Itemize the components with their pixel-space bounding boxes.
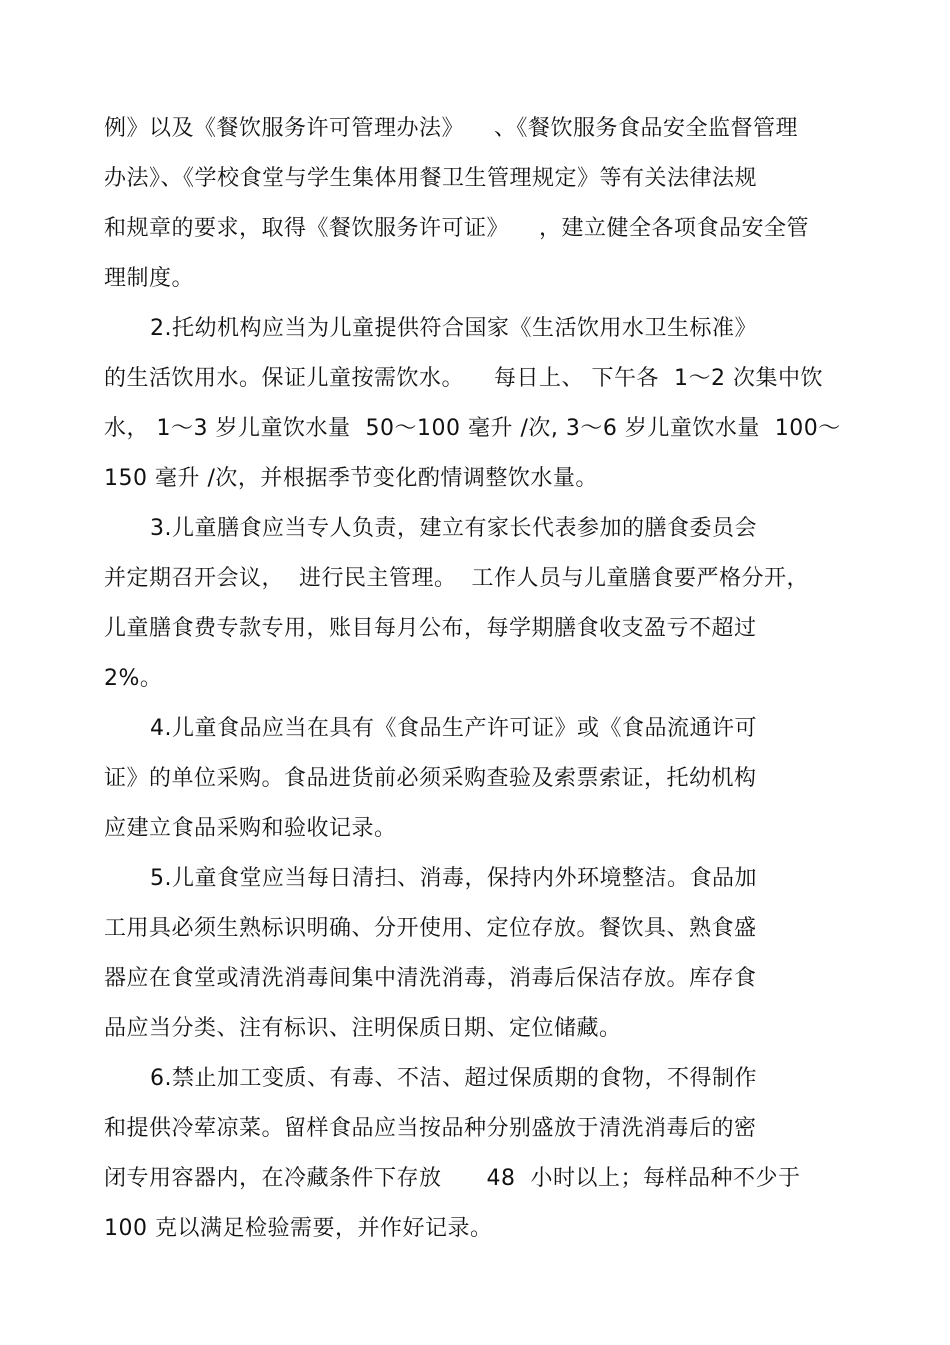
text-line: 办法》、《学校食堂与学生集体用餐卫生管理规定》等有关法律法规 [104, 166, 758, 191]
text-line: 儿童膳食费专款专用，账目每月公布，每学期膳食收支盈亏不超过 [104, 616, 757, 641]
text-line: 和规章的要求，取得《餐饮服务许可证》 ，建立健全各项食品安全管 [104, 216, 809, 241]
text-line: 器应在食堂或清洗消毒间集中清洗消毒，消毒后保洁存放。库存食 [104, 966, 757, 991]
text-line: 理制度。 [104, 266, 195, 291]
text-line: 水， 1～3 岁儿童饮水量 50～100 毫升 /次, 3～6 岁儿童饮水量 100～ [104, 416, 841, 441]
text-line: 例》以及《餐饮服务许可管理办法》 、《餐饮服务食品安全监督管理 [104, 116, 798, 141]
paragraph-first-line: 4.儿童食品应当在具有《食品生产许可证》或《食品流通许可 [150, 716, 757, 741]
text-line: 的生活饮用水。保证儿童按需饮水。 每日上、 下午各 1～2 次集中饮 [104, 366, 823, 391]
text-line: 和提供冷荤凉菜。留样食品应当按品种分别盛放于清洗消毒后的密 [104, 1116, 757, 1141]
text-line: 100 克以满足检验需要，并作好记录。 [104, 1216, 493, 1241]
text-line: 应建立食品采购和验收记录。 [104, 816, 397, 841]
text-line: 150 毫升 /次，并根据季节变化酌情调整饮水量。 [104, 466, 598, 491]
text-line: 并定期召开会议， 进行民主管理。 工作人员与儿童膳食要严格分开， [104, 566, 809, 591]
text-line: 品应当分类、注有标识、注明保质日期、定位储藏。 [104, 1016, 622, 1041]
paragraph-first-line: 5.儿童食堂应当每日清扫、消毒，保持内外环境整洁。食品加 [150, 866, 757, 891]
text-line: 证》的单位采购。食品进货前必须采购查验及索票索证，托幼机构 [104, 766, 757, 791]
paragraph-first-line: 6.禁止加工变质、有毒、不洁、超过保质期的食物，不得制作 [150, 1066, 757, 1091]
paragraph-first-line: 3.儿童膳食应当专人负责，建立有家长代表参加的膳食委员会 [150, 516, 757, 541]
text-line: 2%。 [104, 666, 163, 691]
text-line: 闭专用容器内，在冷藏条件下存放 48 小时以上；每样品种不少于 [104, 1166, 801, 1191]
paragraph-first-line: 2.托幼机构应当为儿童提供符合国家《生活饮用水卫生标准》 [150, 316, 757, 341]
text-line: 工用具必须生熟标识明确、分开使用、定位存放。餐饮具、熟食盛 [104, 916, 757, 941]
